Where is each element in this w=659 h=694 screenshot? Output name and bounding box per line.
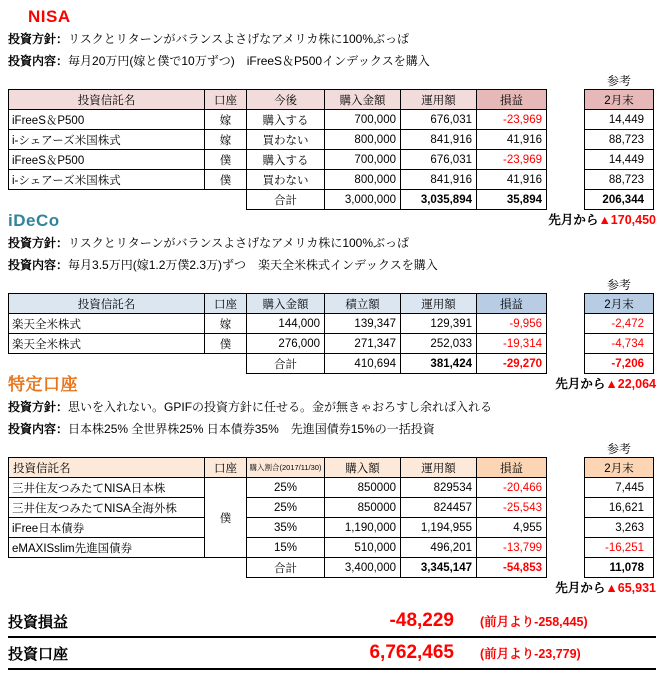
value-cell: 829534	[401, 478, 477, 498]
policy-label: 投資方針：	[8, 400, 69, 414]
summary-label: 投資口座	[8, 645, 69, 663]
value-cell: 144,000	[247, 314, 325, 334]
value-cell: 4,955	[477, 518, 547, 538]
value-cell: -13,799	[477, 538, 547, 558]
table-row	[9, 150, 547, 170]
summary-note: (前月より-23,779)	[480, 647, 581, 661]
value-cell: 購入する	[247, 110, 325, 130]
column-header: 運用額	[401, 294, 477, 314]
summary-row-pl	[8, 606, 656, 638]
content-text: 毎月20万円(嫁と僕で10万ずつ) iFreeS＆P500インデックスを購入	[68, 54, 430, 68]
total-value-cell: 3,345,147	[401, 558, 477, 578]
table-row	[9, 334, 547, 354]
table-zone	[8, 442, 656, 595]
policy-text: リスクとリターンがバランスよさげなアメリカ株に100%ぶっぱ	[68, 236, 410, 250]
policy-line	[8, 29, 659, 50]
value-cell: -19,314	[477, 334, 547, 354]
total-label: 合計	[247, 354, 325, 374]
column-header: 運用額	[401, 458, 477, 478]
reference-total-row	[585, 190, 654, 210]
content-label: 投資内容：	[8, 54, 69, 68]
value-cell: 841,916	[401, 170, 477, 190]
reference-value-cell: 14,449	[585, 110, 654, 130]
value-cell: 850000	[325, 498, 401, 518]
value-cell: 35%	[247, 518, 325, 538]
reference-row	[585, 314, 654, 334]
fund-name-cell: 三井住友つみたてNISA全海外株	[9, 498, 205, 518]
content-line	[8, 255, 659, 276]
content-label: 投資内容：	[8, 258, 69, 272]
reference-total-cell: 11,078	[585, 558, 654, 578]
total-value-cell: 410,694	[325, 354, 401, 374]
value-cell: 15%	[247, 538, 325, 558]
fund-name-cell: 三井住友つみたてNISA日本株	[9, 478, 205, 498]
month-change-label: 先月から	[555, 377, 606, 391]
reference-value-cell: 88,723	[585, 130, 654, 150]
section-title-nisa: NISA	[28, 7, 71, 26]
value-cell: 676,031	[401, 110, 477, 130]
month-change-label: 先月から	[555, 581, 606, 595]
reference-column-header: 2月末	[585, 458, 654, 478]
ideco-reference-table	[584, 293, 654, 374]
value-cell: 700,000	[325, 150, 401, 170]
total-label: 合計	[247, 558, 325, 578]
fund-name-cell: i-シェアーズ米国株式	[9, 130, 205, 150]
reference-row	[585, 518, 654, 538]
column-header: 投資信託名	[9, 294, 205, 314]
section-tokutei	[8, 374, 659, 595]
table-row	[9, 498, 547, 518]
month-change-label: 先月から	[548, 213, 599, 227]
month-change-value: ▲170,450	[598, 213, 656, 227]
column-header: 運用額	[401, 90, 477, 110]
ideco-month-change	[8, 374, 656, 395]
reference-total-cell: 206,344	[585, 190, 654, 210]
content-text: 日本株25% 全世界株25% 日本債券35% 先進国債券15%の一括投資	[68, 422, 435, 436]
content-label: 投資内容：	[8, 422, 69, 436]
reference-row	[585, 478, 654, 498]
reference-row	[585, 110, 654, 130]
column-header: 口座	[205, 458, 247, 478]
reference-label: 参考	[606, 74, 631, 88]
fund-name-cell: i-シェアーズ米国株式	[9, 170, 205, 190]
total-value-cell: 3,035,894	[401, 190, 477, 210]
fund-name-cell: 楽天全米株式	[9, 314, 205, 334]
value-cell: 850000	[325, 478, 401, 498]
column-header: 積立額	[325, 294, 401, 314]
policy-line	[8, 233, 659, 254]
value-cell: -25,543	[477, 498, 547, 518]
value-cell: 1,194,955	[401, 518, 477, 538]
value-cell: 276,000	[247, 334, 325, 354]
value-cell: 嫁	[205, 314, 247, 334]
total-value-cell: 381,424	[401, 354, 477, 374]
reference-label: 参考	[606, 278, 631, 292]
value-cell: 嫁	[205, 130, 247, 150]
value-cell: 139,347	[325, 314, 401, 334]
reference-value-cell: 16,621	[585, 498, 654, 518]
value-cell: 252,033	[401, 334, 477, 354]
month-change-value: ▲22,064	[605, 377, 656, 391]
value-cell: -23,969	[477, 150, 547, 170]
reference-total-row	[585, 558, 654, 578]
value-cell: 僕	[205, 334, 247, 354]
column-header: 投資信託名	[9, 90, 205, 110]
value-cell: 購入する	[247, 150, 325, 170]
reference-value-cell: -2,472	[585, 314, 654, 334]
total-label: 合計	[247, 190, 325, 210]
summary-value: 6,762,465	[369, 642, 454, 663]
reference-column-header: 2月末	[585, 294, 654, 314]
reference-value-cell: 3,263	[585, 518, 654, 538]
value-cell: 僕	[205, 150, 247, 170]
reference-row	[585, 150, 654, 170]
column-header: 購入金額	[247, 294, 325, 314]
content-text: 毎月3.5万円(嫁1.2万僕2.3万)ずつ 楽天全米株式インデックスを購入	[68, 258, 438, 272]
value-cell: 1,190,000	[325, 518, 401, 538]
reference-value-cell: -16,251	[585, 538, 654, 558]
total-value-cell: 35,894	[477, 190, 547, 210]
column-header: 損益	[477, 294, 547, 314]
reference-value-cell: 7,445	[585, 478, 654, 498]
column-header: 投資信託名	[9, 458, 205, 478]
fund-name-cell: 楽天全米株式	[9, 334, 205, 354]
value-cell: 41,916	[477, 170, 547, 190]
column-header: 損益	[477, 458, 547, 478]
value-cell: -9,956	[477, 314, 547, 334]
ideco-main-table	[8, 293, 547, 374]
table-row	[9, 314, 547, 334]
total-row	[9, 558, 547, 578]
summary-block	[8, 606, 656, 670]
reference-total-row	[585, 354, 654, 374]
value-cell: 676,031	[401, 150, 477, 170]
empty-cell	[9, 558, 247, 578]
value-cell: 824457	[401, 498, 477, 518]
summary-row-account	[8, 638, 656, 670]
policy-line	[8, 397, 659, 418]
value-cell: 25%	[247, 498, 325, 518]
summary-label: 投資損益	[8, 613, 69, 631]
reference-row	[585, 498, 654, 518]
value-cell: 僕	[205, 170, 247, 190]
reference-value-cell: 88,723	[585, 170, 654, 190]
tokutei-month-change	[8, 578, 656, 599]
table-row	[9, 518, 547, 538]
empty-cell	[9, 190, 247, 210]
total-value-cell: 3,000,000	[325, 190, 401, 210]
table-row	[9, 538, 547, 558]
table-row	[9, 478, 547, 498]
nisa-reference-table	[584, 89, 654, 210]
tokutei-reference-table	[584, 457, 654, 578]
total-value-cell: -29,270	[477, 354, 547, 374]
column-header: 口座	[205, 294, 247, 314]
reference-row	[585, 334, 654, 354]
value-cell: 496,201	[401, 538, 477, 558]
reference-row	[585, 538, 654, 558]
fund-name-cell: eMAXISslim先進国債券	[9, 538, 205, 558]
section-title-ideco: iDeCo	[8, 211, 60, 230]
value-cell: 129,391	[401, 314, 477, 334]
content-line	[8, 51, 659, 72]
reference-row	[585, 170, 654, 190]
value-cell: -23,969	[477, 110, 547, 130]
value-cell: 買わない	[247, 170, 325, 190]
column-header: 購入割合(2017/11/30)	[247, 458, 325, 478]
fund-name-cell: iFreeS＆P500	[9, 110, 205, 130]
reference-value-cell: -4,734	[585, 334, 654, 354]
fund-name-cell: iFree日本債券	[9, 518, 205, 538]
content-line	[8, 419, 659, 440]
total-value-cell: -54,853	[477, 558, 547, 578]
value-cell: 800,000	[325, 130, 401, 150]
policy-text: リスクとリターンがバランスよさげなアメリカ株に100%ぶっぱ	[68, 32, 410, 46]
value-cell: 510,000	[325, 538, 401, 558]
summary-value: -48,229	[389, 610, 454, 631]
reference-row	[585, 130, 654, 150]
reference-total-cell: -7,206	[585, 354, 654, 374]
value-cell: 800,000	[325, 170, 401, 190]
total-value-cell: 3,400,000	[325, 558, 401, 578]
column-header: 今後	[247, 90, 325, 110]
account-merged-cell: 僕	[205, 478, 247, 558]
value-cell: 700,000	[325, 110, 401, 130]
policy-label: 投資方針：	[8, 32, 69, 46]
policy-text: 思いを入れない。GPIFの投資方針に任せる。金が無きゃおろすし余れば入れる	[68, 400, 493, 414]
total-row	[9, 354, 547, 374]
column-header: 損益	[477, 90, 547, 110]
reference-value-cell: 14,449	[585, 150, 654, 170]
nisa-main-table	[8, 89, 547, 210]
value-cell: 買わない	[247, 130, 325, 150]
value-cell: -20,466	[477, 478, 547, 498]
value-cell: 271,347	[325, 334, 401, 354]
table-row	[9, 110, 547, 130]
month-change-value: ▲65,931	[605, 581, 656, 595]
nisa-month-change	[8, 210, 656, 231]
fund-name-cell: iFreeS＆P500	[9, 150, 205, 170]
policy-label: 投資方針：	[8, 236, 69, 250]
table-row	[9, 170, 547, 190]
column-header: 購入金額	[325, 90, 401, 110]
reference-label: 参考	[606, 442, 631, 456]
table-row	[9, 130, 547, 150]
value-cell: 嫁	[205, 110, 247, 130]
reference-column-header: 2月末	[585, 90, 654, 110]
summary-note: (前月より-258,445)	[480, 615, 588, 629]
tokutei-main-table	[8, 457, 547, 578]
value-cell: 841,916	[401, 130, 477, 150]
total-row	[9, 190, 547, 210]
section-title-tokutei: 特定口座	[8, 375, 78, 394]
column-header: 購入額	[325, 458, 401, 478]
value-cell: 41,916	[477, 130, 547, 150]
column-header: 口座	[205, 90, 247, 110]
value-cell: 25%	[247, 478, 325, 498]
empty-cell	[9, 354, 247, 374]
